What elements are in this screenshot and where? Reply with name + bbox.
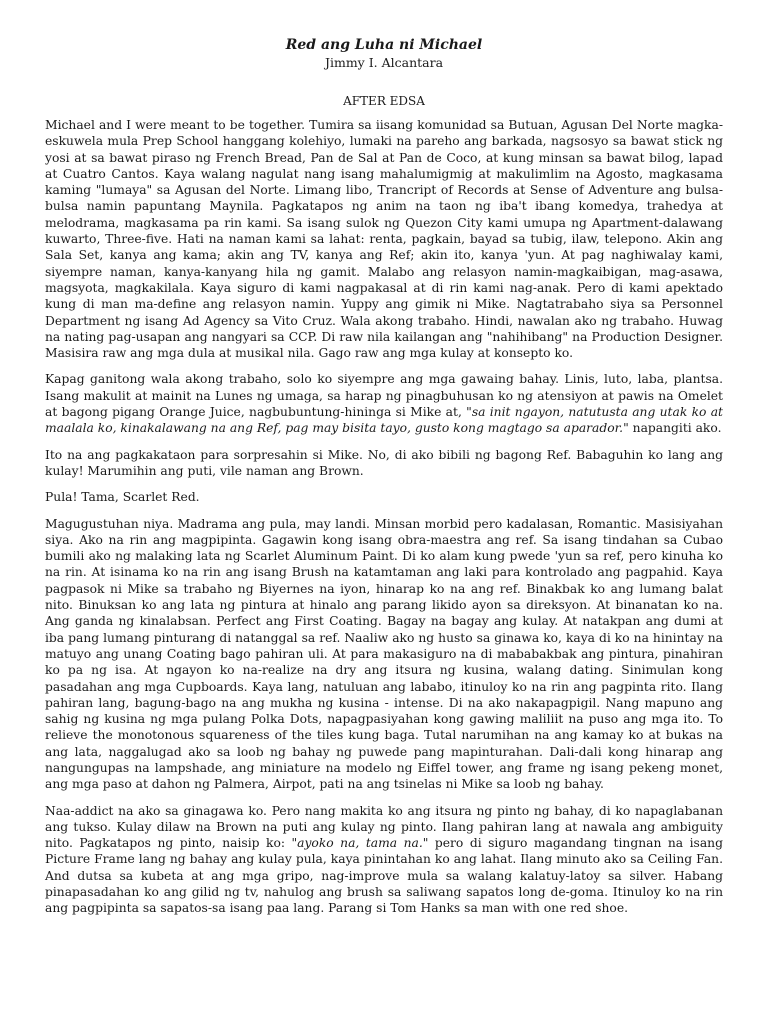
paragraph-text: Magugustuhan niya. Madrama ang pula, may landi. Minsan morbid pero kadalasan, Romantic. Masisiyahan siya. Ako na rin ang magpipinta. Gagawin kong isang obra-maestra ang ref. Sa isang tindahan sa Cubao bumili ako ng malaking lata ng Scarlet Aluminum Paint. Di ko alam kung pwede 'yun sa ref, pero kinuha ko na rin. At isinama ko na rin ang isang Brush na katamtaman ang laki para kontrolado ang pagpahid. Kaya pagpasok ni Mike sa trabaho ng Biyernes na iyon, hinarap ko na ang ref. Binakbak ko ang lumang balat nito. Binuksan ko ang lata ng pintura at hinalo ang parang likido ayon sa direksyon. At binanatan ko na. Ang ganda ng kinalabsan. Perfect ang First Coating. Bagay na bagay ang kulay. At natakpan ang dumi at iba pang lumang pinturang di natanggal sa ref. Naaliw ako ng husto sa ginawa ko, kaya di ko na hinintay na matuyo ang unang Coating bago pahiran uli. At para makasiguro na di mababakbak ang pintura, pinahiran ko pa ng isa. At ngayon ko na-realize na dry ang itsura ng kusina, walang dating. Sinimulan kong pasadahan ang mga Cupboards. Kaya lang, natuluan ang lababo, itinuloy ko na rin ang pagpinta rito. Ilang pahiran lang, bagung-bago na ang mukha ng kusina - intense. Di na ako nakapagpigil. Nang mapuno ang sahig ng kusina ng mga pulang Polka Dots, napagpasiyahan kong gawing maliliit na puso ang mga ito. To relieve the monotonous squareness of the tiles kung baga. Tutal narumihan na ang kamay ko at bukas na ang lata, naggalugad ako sa loob ng bahay ng puwede pang mapinturahan. Dali-dali kong hinarap ang nangungupas na lampshade, ang miniature na modelo ng Eiffel tower, ang frame ng isang pekeng monet, ang mga paso at dahon ng Palmera, Airpot, pati na ang tsinelas ni Mike sa loob ng bahay. — [45, 516, 723, 792]
paragraph-5 — [45, 516, 723, 793]
section-heading: AFTER EDSA — [343, 94, 425, 108]
document-author: Jimmy I. Alcantara — [324, 55, 444, 70]
paragraph-text: Naa-addict na ako sa ginagawa ko. Pero nang makita ko ang itsura ng pinto ng bahay, di ko napaglabanan ang tukso. Kulay dilaw na Brown na puti ang kulay ng pinto. Ilang pahiran lang at nawala ang ambiguity nito. Pagkatapos ng pinto, naisip ko: " — [45, 803, 723, 851]
paragraph-text-after: " pero di siguro magandang tingnan na isang Picture Frame lang ng bahay ang kulay pula, kaya pinintahan ko ang lahat. Ilang minuto ako sa Ceiling Fan. And dutsa sa kubeta at ang mga gripo, nag-improve mula sa walang kalatuy-latoy sa silver. Habang pinapasadahan ko ang gilid ng tv, nahulog ang brush sa saliwang sapatos long de-goma. Itinuloy ko na rin ang pagpipinta sa sapatos-sa isang paa lang. Parang si Tom Hanks sa man with one red shoe. — [45, 836, 723, 916]
paragraph-text: Kapag ganitong wala akong trabaho, solo ko siyempre ang mga gawaing bahay. Linis, luto, laba, plantsa. Isang makulit at mainit na Lunes ng umaga, sa harap ng pinagbuhusan ko ng atensiyon at pawis na Omelet at bagong pigang Orange Juice, nagbubuntung-hininga si Mike at, " — [45, 372, 723, 420]
document-title: Red ang Luha ni Michael — [285, 37, 483, 53]
paragraph-3 — [45, 447, 723, 480]
paragraph-text: Ito na ang pagkakataon para sorpresahin si Mike. No, di ako bibili ng bagong Ref. Babaguhin ko lang ang kulay! Marumihin ang puti, vile naman ang Brown. — [45, 447, 723, 478]
paragraph-quote: ayoko na, tama na. — [297, 836, 423, 851]
paragraph-1 — [45, 117, 723, 361]
paragraph-quote: sa init ngayon, natutusta ang utak ko at maalala ko, kinakalawang na ang Ref, pag may bisita tayo, gusto kong magtago sa aparador. — [45, 405, 723, 436]
paragraph-text-after: " napangiti ako. — [623, 421, 722, 436]
paragraph-4 — [45, 489, 723, 505]
paragraph-6 — [45, 803, 723, 917]
paragraph-text: Michael and I were meant to be together. Tumira sa iisang komunidad sa Butuan, Agusan Del Norte magka-eskuwela mula Prep School hanggang kolehiyo, lumaki na pareho ang barkada, nagsosyo sa bawat stick ng yosi at sa bawat piraso ng French Bread, Pan de Sal at Pan de Coco, at kung minsan sa bawat bilog, lapad at Cuatro Cantos. Kaya walang nagulat nang isang mahalumigmig at makulimlim na Agosto, magkasama kaming "lumaya" sa Agusan del Norte. Limang libo, Trancript of Records at Sense of Adventure ang bulsa-bulsa namin papuntang Maynila. Pagkatapos ng anim na taon ng iba't ibang komedya, trahedya at melodrama, magkasama pa rin kami. Sa isang sulok ng Quezon City kami umupa ng Apartment-dalawang kuwarto, Three-five. Hati na naman kami sa lahat: renta, pagkain, bayad sa tubig, ilaw, telepono. Akin ang Sala Set, kanya ang kama; akin ang TV, kanya ang Ref; akin ito, kanya 'yun. At pag naghiwalay kami, siyempre naman, kanya-kanyang hila ng gamit. Malabo ang relasyon namin-magkaibigan, mag-asawa, magsyota, magkakilala. Kaya siguro di kami nagpakasal at di rin kami nag-anak. Pero di kami apektado kung di man ma-define ang relasyon namin. Yuppy ang gimik ni Mike. Nagtatrabaho siya sa Personnel Department ng isang Ad Agency sa Vito Cruz. Wala akong trabaho. Hindi, nawalan ako ng trabaho. Huwag na nating pag-usapan ang nangyari sa CCP. Di raw nila kailangan ang "nahihibang" na Production Designer. Masisira raw ang mga dula at musikal nila. Gago raw ang mga kulay at konsepto ko. — [45, 118, 723, 361]
paragraph-2 — [45, 371, 723, 436]
paragraph-text: Pula! Tama, Scarlet Red. — [45, 490, 200, 505]
